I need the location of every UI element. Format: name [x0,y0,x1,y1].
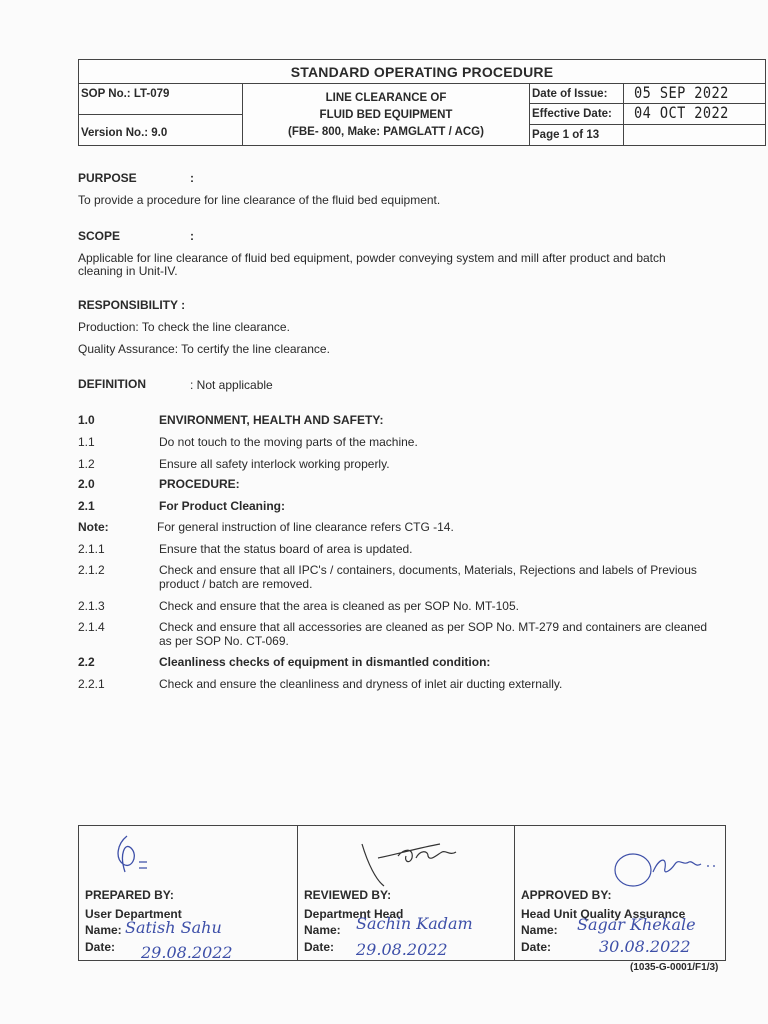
section-number: 2.2 [78,655,95,669]
approved-by-label: APPROVED BY: [521,888,612,902]
prepared-dept: User Department [85,907,182,921]
scope-text-line-2: cleaning in Unit-IV. [78,264,178,278]
reviewed-date-label: Date: [304,940,335,954]
page-number-row [530,125,765,145]
document-title: STANDARD OPERATING PROCEDURE [79,60,765,84]
section-heading-product-cleaning: For Product Cleaning: [159,499,285,513]
reviewed-by-label: REVIEWED BY: [304,888,392,902]
section-heading-dismantled: Cleanliness checks of equipment in dismantled condition: [159,655,491,669]
approved-date-label: Date: [521,940,552,954]
version-number: Version No.: 9.0 [81,126,168,139]
approved-by-cell [514,826,725,960]
section-heading-ehs: ENVIRONMENT, HEALTH AND SAFETY: [159,413,384,427]
signature-table [78,825,726,961]
section-heading-procedure: PROCEDURE: [159,477,240,491]
approved-dept: Head Unit Quality Assurance [521,907,686,921]
prepared-by-label: PREPARED BY: [85,888,174,902]
section-number: 2.1.3 [78,599,105,613]
reviewed-dept: Department Head [304,907,404,921]
prepared-signature-mark [109,832,169,878]
reviewed-name-label: Name: [304,923,341,937]
scope-colon: : [190,229,194,243]
sop-id-cell [79,84,243,145]
note-text: For general instruction of line clearance refers CTG -14. [157,520,454,534]
sop-dates-cell [530,84,765,145]
definition-heading: DEFINITION [78,377,146,391]
section-text: Ensure all safety interlock working properly. [159,457,390,471]
section-text: Check and ensure that all IPC's / containers, documents, Materials, Rejections and labels of Previous [159,563,697,577]
prepared-name-handwritten: Satish Sahu [125,918,222,937]
subject-line-1: LINE CLEARANCE OF [325,92,447,104]
reviewed-signature-mark [358,834,468,894]
prepared-by-cell [79,826,297,960]
purpose-heading: PURPOSE [78,171,137,185]
approved-name-label: Name: [521,923,558,937]
section-text: Do not touch to the moving parts of the machine. [159,435,418,449]
effective-date-stamp: 04 OCT 2022 [634,103,729,123]
section-text-continued: product / batch are removed. [159,577,313,591]
responsibility-heading: RESPONSIBILITY : [78,298,186,312]
scope-text-line-1: Applicable for line clearance of fluid bed equipment, powder conveying system and mill after product and batch [78,251,666,265]
sop-subject [243,84,530,145]
purpose-text: To provide a procedure for line clearance of the fluid bed equipment. [78,193,441,207]
sop-number: SOP No.: LT-079 [79,84,242,115]
section-number: 1.1 [78,435,95,449]
approved-name-handwritten: Sagar Khekale [577,915,696,934]
date-of-issue-stamp: 05 SEP 2022 [634,83,729,102]
section-number: 1.2 [78,457,95,471]
prepared-date-handwritten: 29.08.2022 [141,943,233,962]
reviewed-by-cell [297,826,514,960]
section-number: 2.1.2 [78,563,105,577]
page-number: Page 1 of 13 [532,128,600,141]
section-number: 2.1.1 [78,542,105,556]
section-number: 1.0 [78,413,95,427]
section-text: Check and ensure that the area is cleaned as per SOP No. MT-105. [159,599,519,613]
section-text: Check and ensure that all accessories are cleaned as per SOP No. MT-279 and containers are cleaned [159,620,708,634]
section-text: Check and ensure the cleanliness and dryness of inlet air ducting externally. [159,677,563,691]
section-number: 2.1.4 [78,620,105,634]
form-code: (1035-G-0001/F1/3) [630,962,719,973]
subject-line-3: (FBE- 800, Make: PAMGLATT / ACG) [288,126,484,138]
prepared-date-label: Date: [85,940,116,954]
approved-signature-mark [609,848,729,898]
section-text: Ensure that the status board of area is updated. [159,542,413,556]
scope-heading: SCOPE [78,229,121,243]
effective-date-label: Effective Date: [532,108,612,121]
section-number: 2.2.1 [78,677,105,691]
responsibility-production: Production: To check the line clearance. [78,320,290,334]
approved-date-handwritten: 30.08.2022 [599,937,691,956]
date-of-issue-label: Date of Issue: [532,88,608,100]
purpose-colon: : [190,171,194,185]
reviewed-name-handwritten: Sachin Kadam [356,914,473,933]
prepared-name-label: Name: [85,923,122,937]
definition-text: : Not applicable [190,378,273,392]
date-of-issue-row [530,84,765,104]
sop-header-table [78,59,766,146]
subject-line-2: FLUID BED EQUIPMENT [319,109,453,121]
section-number: 2.1 [78,499,95,513]
section-number: 2.0 [78,477,95,491]
effective-date-row [530,104,765,124]
reviewed-date-handwritten: 29.08.2022 [356,940,448,959]
responsibility-qa: Quality Assurance: To certify the line clearance. [78,342,330,356]
section-text-continued: as per SOP No. CT-069. [159,634,289,648]
note-label: Note: [78,520,109,534]
